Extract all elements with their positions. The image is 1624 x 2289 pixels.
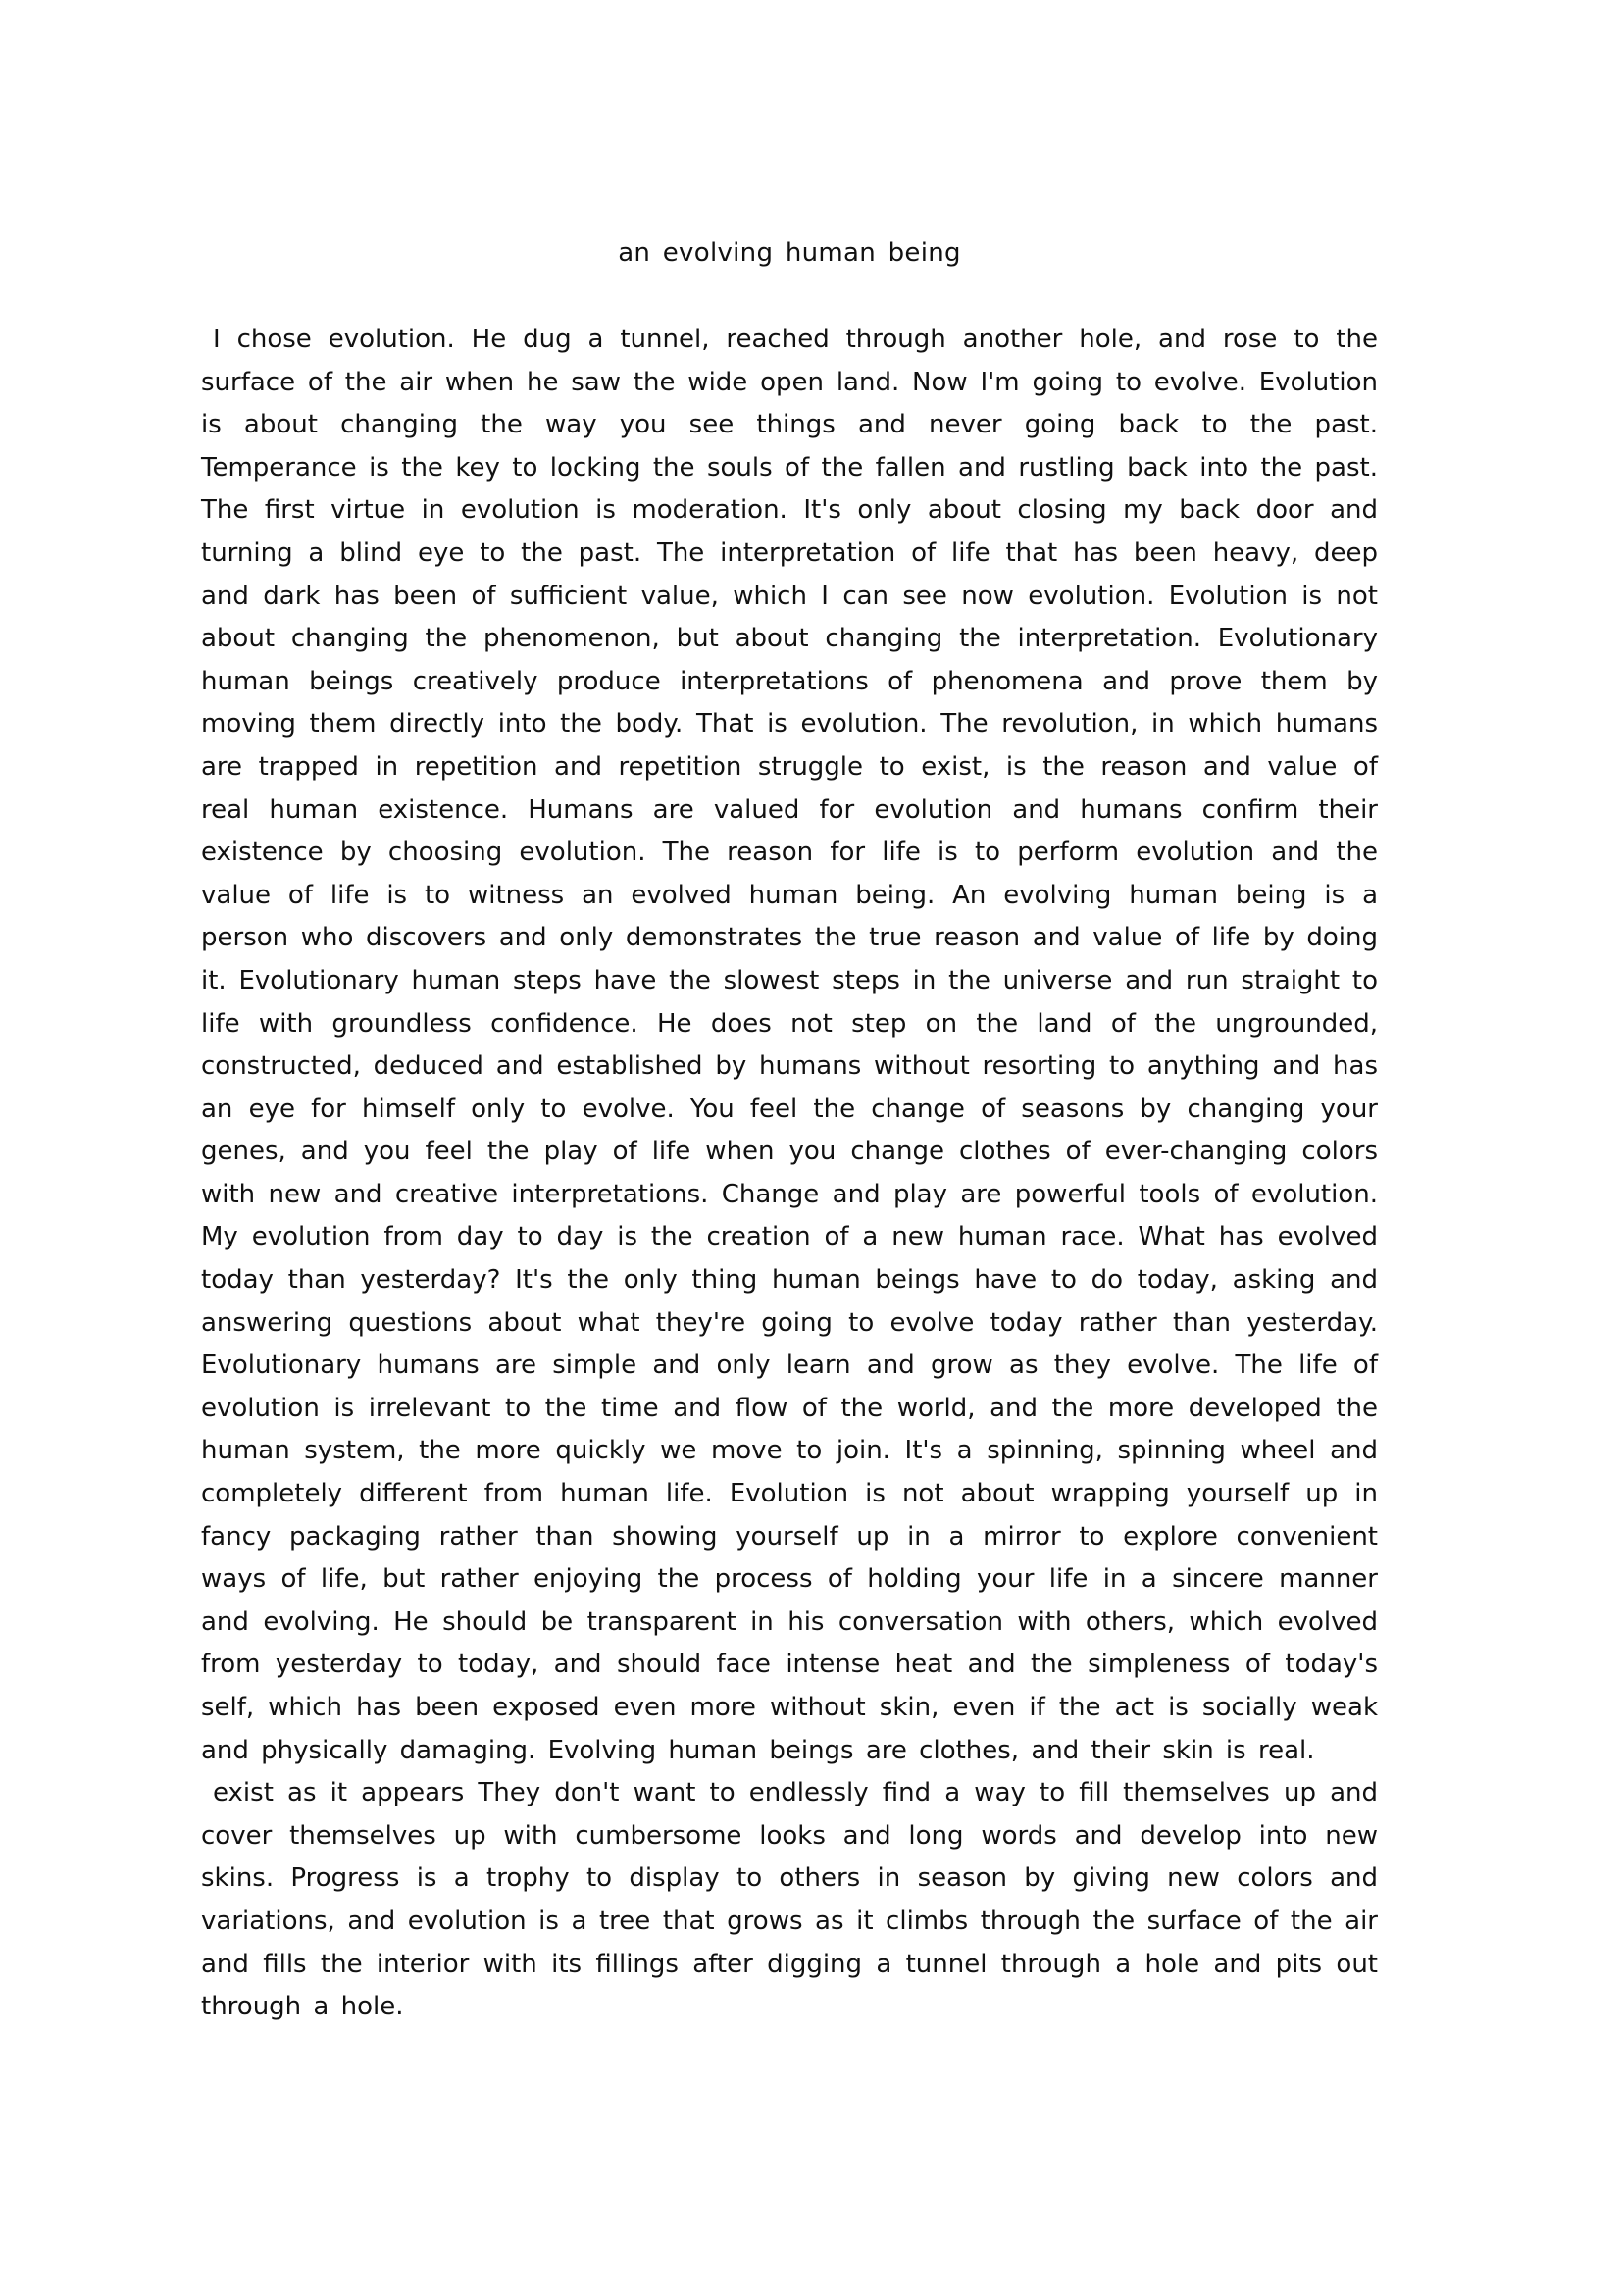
document-title: an evolving human being xyxy=(618,238,961,268)
paragraph-2: exist as it appears They don't want to endlessly find a way to fill themselves up and cover themselves up with cumbersome looks and long words and develop into new skins. Progress is a trophy to display to others in season by giving new colors and variations, and evolution is a tree that grows as it climbs through the surface of the air and fills the interior with its fillings after digging a tunnel through a hole and pits out through a hole. xyxy=(201,1778,1378,2022)
paragraph-1: I chose evolution. He dug a tunnel, reached through another hole, and rose to the surface of the air when he saw the wide open land. Now I'm going to evolve. Evolution is about changing the way you see things and never going back to the past. Temperance is the key to locking the souls of the fallen and rustling back into the past. The first virtue in evolution is moderation. It's only about closing my back door and turning a blind eye to the past. The interpretation of life that has been heavy, deep and dark has been of sufficient value, which I can see now evolution. Evolution is not about changing the phenomenon, but about changing the interpretation. Evolutionary human beings creatively produce interpretations of phenomena and prove them by moving them directly into the body. That is evolution. The revolution, in which humans are trapped in repetition and repetition struggle to exist, is the reason and value of real human existence. Humans are valued for evolution and humans confirm their existence by choosing evolution. The reason for life is to perform evolution and the value of life is to witness an evolved human being. An evolving human being is a person who discovers and only demonstrates the true reason and value of life by doing it. Evolutionary human steps have the slowest steps in the universe and run straight to life with groundless confidence. He does not step on the land of the ungrounded, constructed, deduced and established by humans without resorting to anything and has an eye for himself only to evolve. You feel the change of seasons by changing your genes, and you feel the play of life when you change clothes of ever-changing colors with new and creative interpretations. Change and play are powerful tools of evolution. My evolution from day to day is the creation of a new human race. What has evolved today than yesterday? It's the only thing human beings have to do today, asking and answering questions about what they're going to evolve today rather than yesterday. Evolutionary humans are simple and only learn and grow as they evolve. The life of evolution is irrelevant to the time and flow of the world, and the more developed the human system, the more quickly we move to join. It's a spinning, spinning wheel and completely different from human life. Evolution is not about wrapping yourself up in fancy packaging rather than showing yourself up in a mirror to explore convenient ways of life, but rather enjoying the process of holding your life in a sincere manner and evolving. He should be transparent in his conversation with others, which evolved from yesterday to today, and should face intense heat and the simpleness of today's self, which has been exposed even more without skin, even if the act is socially weak and physically damaging. Evolving human beings are clothes, and their skin is real. xyxy=(201,325,1378,1765)
document-body xyxy=(201,319,1378,2029)
